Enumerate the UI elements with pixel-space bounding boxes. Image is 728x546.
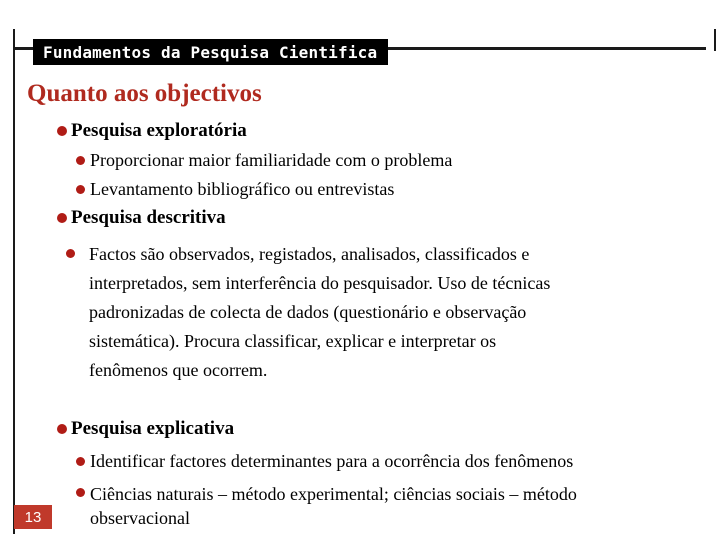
bullet-icon: [57, 213, 67, 223]
frame-top-line-right: [388, 47, 706, 50]
bullet-icon: [57, 424, 67, 434]
header-title: Fundamentos da Pesquisa Cientifica: [43, 42, 378, 62]
list-item-text: Proporcionar maior familiaridade com o problema: [90, 150, 453, 170]
frame-left-line: [13, 29, 15, 534]
list-item: [76, 179, 394, 200]
frame-right-corner: [714, 29, 716, 51]
header-bar: [33, 39, 388, 65]
bullet-icon: [76, 185, 85, 194]
list-item: [76, 150, 452, 171]
section-heading-explicativa: [57, 418, 234, 440]
bullet-icon: [66, 249, 75, 258]
list-item-text: Ciências naturais – método experimental; ciências sociais – método observacional: [90, 484, 577, 528]
bullet-icon: [57, 126, 67, 136]
section-heading-label: Pesquisa explicativa: [71, 418, 235, 439]
frame-top-line-left: [13, 47, 33, 50]
bullet-icon: [76, 488, 85, 497]
list-item-text: Identificar factores determinantes para a ocorrência dos fenômenos: [90, 451, 574, 471]
list-item: [66, 240, 666, 385]
slide-title: Quanto aos objectivos: [27, 80, 262, 107]
bullet-icon: [76, 457, 85, 466]
list-item-text: Levantamento bibliográfico ou entrevistas: [90, 179, 395, 199]
paragraph-text: Factos são observados, registados, analisados, classificados e interpretados, sem interferência do pesquisador. Uso de técnicas padronizadas de colecta de dados (questionário e observação sistemática). Procura classificar, explicar e interpretar os fenômenos que ocorrem.: [89, 244, 551, 380]
section-heading-label: Pesquisa descritiva: [71, 207, 226, 228]
list-item: [76, 451, 573, 472]
page-number-badge: 13: [14, 505, 52, 529]
section-heading-exploratoria: [57, 120, 247, 142]
section-heading-descritiva: [57, 207, 226, 229]
list-item: [76, 482, 577, 530]
section-heading-label: Pesquisa exploratória: [71, 120, 247, 141]
bullet-icon: [76, 156, 85, 165]
